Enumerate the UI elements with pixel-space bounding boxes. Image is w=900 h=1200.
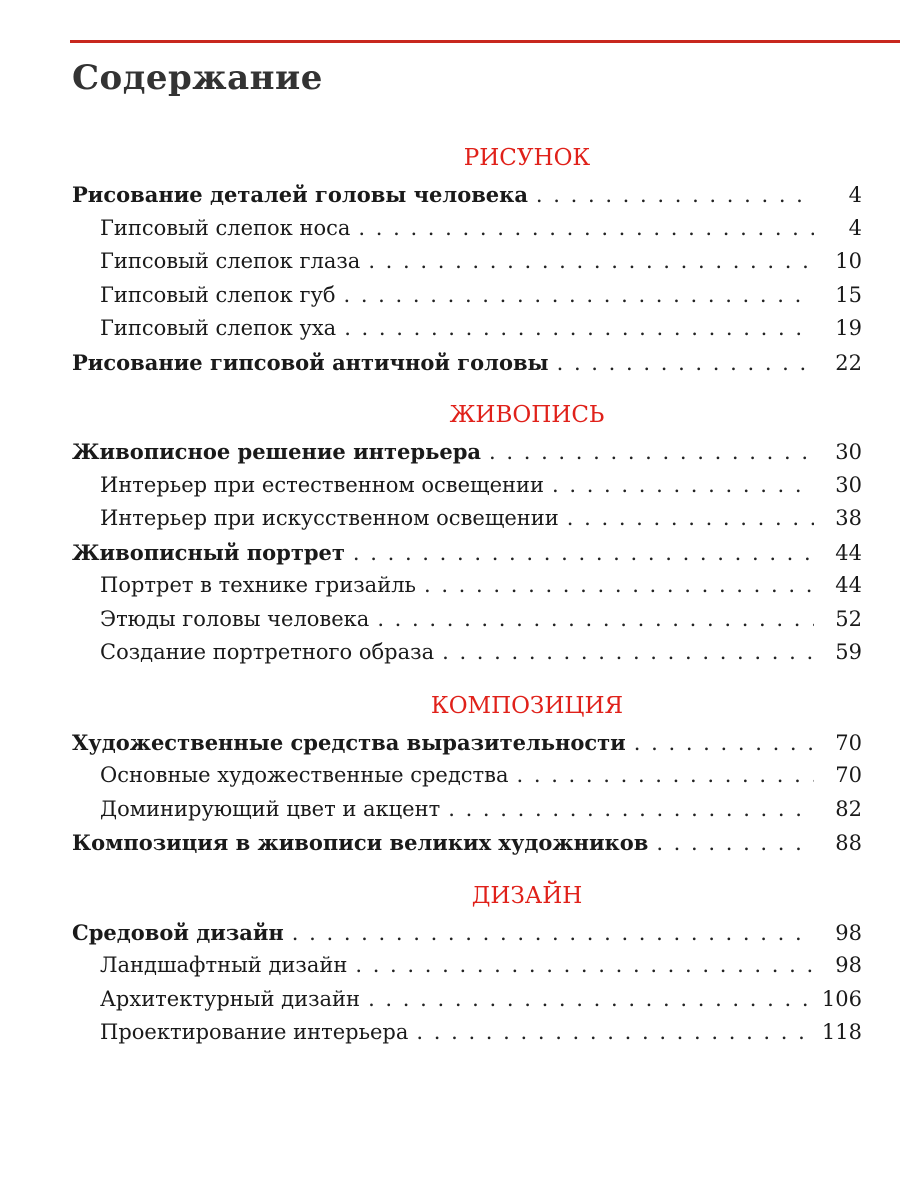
section-heading: ДИЗАЙН [471, 882, 583, 909]
section-drawing [72, 138, 862, 379]
toc-entry[interactable]: Ландшафтный дизайн . . . 98 [72, 949, 862, 983]
leader-dots [517, 759, 815, 793]
page-number: 82 [835, 796, 862, 821]
page-number: 98 [835, 953, 862, 977]
page-number: 44 [835, 573, 862, 597]
page-number: 70 [835, 730, 862, 755]
leader-dots [536, 179, 814, 213]
leader-dots [343, 279, 814, 313]
leader-dots [416, 1016, 814, 1050]
section-heading: ЖИВОПИСЬ [449, 402, 605, 428]
section-painting [72, 395, 862, 670]
page-number: 118 [821, 1020, 862, 1044]
page-title: Содержание [72, 58, 323, 98]
leader-dots [634, 727, 814, 761]
leader-dots [656, 827, 814, 861]
leader-dots [358, 212, 814, 246]
section-heading: КОМПОЗИЦИЯ [430, 692, 624, 719]
toc-entry[interactable]: Композиция в живописи великих художников . . . 88 [72, 826, 862, 860]
page-number: 88 [835, 831, 862, 855]
toc-entry[interactable]: Гипсовый слепок глаза . . . 10 [72, 245, 862, 279]
section-design [72, 876, 862, 1050]
leader-dots [355, 949, 814, 983]
page-number: 15 [835, 282, 862, 307]
toc-entry[interactable]: Интерьер при искусственном освещении . . . 38 [72, 502, 862, 536]
page-number: 4 [848, 183, 862, 207]
page-number: 22 [835, 350, 862, 375]
page-number: 44 [835, 540, 862, 565]
toc-entry[interactable]: Создание портретного образа . . . 59 [72, 636, 862, 670]
leader-dots [448, 793, 814, 827]
page-number: 4 [848, 215, 862, 240]
page-number: 106 [821, 986, 862, 1011]
leader-dots [489, 436, 814, 470]
page-number: 30 [835, 440, 862, 464]
toc-entry[interactable]: Гипсовый слепок губ . . . 15 [72, 279, 862, 313]
leader-dots [557, 347, 814, 381]
table-of-contents [72, 138, 862, 1066]
toc-entry[interactable]: Основные художественные средства . . . 70 [72, 759, 862, 793]
leader-dots [377, 603, 814, 637]
page-number: 70 [835, 763, 862, 787]
toc-entry[interactable]: Этюды головы человека . . . 52 [72, 603, 862, 637]
toc-entry[interactable]: Средовой дизайн . . . 98 [72, 916, 862, 950]
leader-dots [442, 636, 814, 670]
toc-entry[interactable]: Архитектурный дизайн . . . 106 [72, 983, 862, 1017]
leader-dots [368, 983, 814, 1017]
leader-dots [344, 312, 814, 346]
toc-entry[interactable]: Портрет в технике гризайль . . . 44 [72, 569, 862, 603]
top-rule [70, 40, 900, 43]
page-number: 30 [835, 472, 862, 497]
page-number: 10 [835, 249, 862, 273]
page-number: 19 [835, 316, 862, 340]
toc-entry[interactable]: Гипсовый слепок носа . . . 4 [72, 212, 862, 246]
leader-dots [292, 917, 814, 951]
leader-dots [567, 502, 814, 536]
leader-dots [368, 245, 814, 279]
toc-entry[interactable]: Интерьер при естественном освещении . . . 30 [72, 469, 862, 503]
page-number: 52 [835, 606, 862, 631]
page-number: 59 [835, 640, 862, 664]
toc-entry[interactable]: Гипсовый слепок уха . . . 19 [72, 312, 862, 346]
leader-dots [353, 537, 814, 571]
leader-dots [552, 469, 814, 503]
toc-entry[interactable]: Рисование гипсовой античной головы . . . 22 [72, 346, 862, 380]
section-composition [72, 686, 862, 860]
section-heading: РИСУНОК [463, 145, 591, 171]
toc-entry[interactable]: Проектирование интерьера . . . 118 [72, 1016, 862, 1050]
leader-dots [424, 569, 814, 603]
toc-entry[interactable]: Рисование деталей головы человека . . . 4 [72, 178, 862, 212]
page-number: 98 [835, 920, 862, 945]
toc-entry[interactable]: Живописное решение интерьера . . . 30 [72, 435, 862, 469]
toc-entry[interactable]: Художественные средства выразительности . . . 70 [72, 726, 862, 760]
toc-entry[interactable]: Живописный портрет . . . 44 [72, 536, 862, 570]
page-number: 38 [835, 506, 862, 530]
toc-entry[interactable]: Доминирующий цвет и акцент . . . 82 [72, 793, 862, 827]
